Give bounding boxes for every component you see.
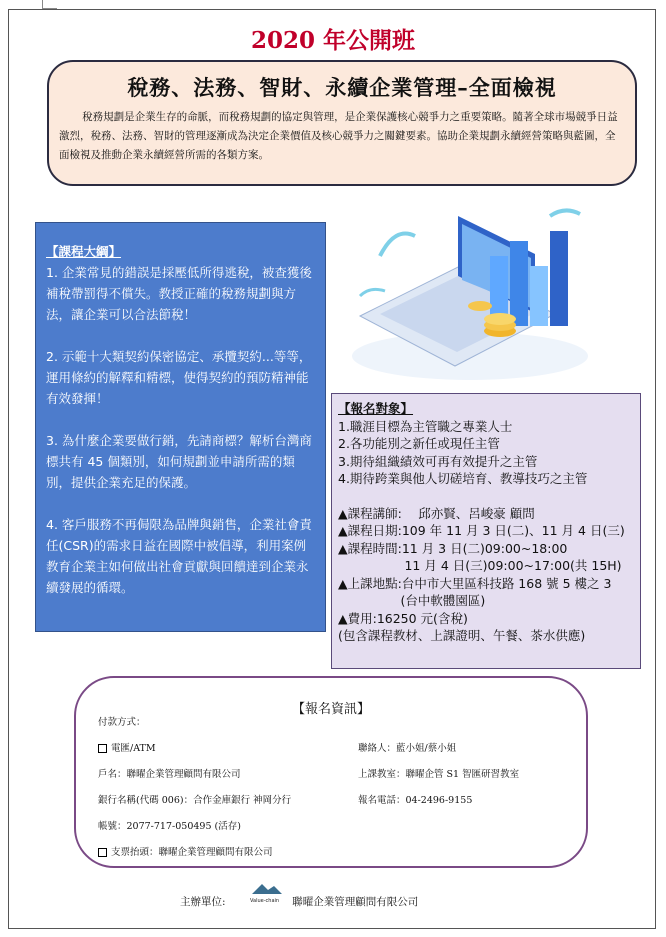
checkbox-icon (98, 744, 107, 753)
course-location: ▲上課地點:台中市大里區科技路 168 號 5 樓之 3 (338, 575, 612, 591)
intro-headline: 稅務、法務、智財、永續企業管理–全面檢視 (127, 75, 557, 100)
check-option (98, 844, 273, 858)
target-item: 3.期待組織績效可再有效提升之主管 (338, 453, 538, 469)
registration-title: 【報名資訊】 (291, 702, 370, 717)
classroom: 上課教室：聯曜企管 S1 智匯研習教室 (358, 769, 520, 780)
organizer-label: 主辦單位: (180, 896, 226, 908)
target-item: 2.各功能別之新任或現任主管 (338, 436, 500, 451)
outline-item: 4. 客戶服務不再侷限為品牌與銷售，企業社會責任(CSR)的需求日益在國際中被倡導，利用案例教育企業主如何做出社會貢獻與回饋達到企業永續發展的循環。 (46, 517, 312, 595)
enrollment-target-box (331, 393, 641, 669)
check-label: 支票抬頭：聯曜企業管理顧問有限公司 (111, 847, 273, 858)
course-fee: ▲費用:16250 元(含稅) (338, 610, 468, 626)
bank-name: 銀行名稱(代碼 006)：合作金庫銀行 神岡分行 (98, 795, 292, 806)
phone: 報名電話：04-2496-9155 (358, 795, 473, 806)
atm-option (98, 740, 156, 754)
course-outline-box (35, 222, 326, 632)
corner-crop-mark (42, 0, 57, 9)
account-number: 帳號：2077-717-050495 (活存) (98, 821, 241, 832)
course-time: ▲課程時間:11 月 3 日(二)09:00~18:00 (338, 540, 568, 556)
page-title: 2020 年公開班 (250, 27, 416, 54)
logo-text: Value-chain (250, 898, 280, 904)
course-date: ▲課程日期:109 年 11 月 3 日(二)、11 月 4 日(三) (338, 523, 625, 538)
account-name: 戶名：聯曜企業管理顧問有限公司 (98, 769, 241, 780)
outline-heading: 【課程大綱】 (46, 244, 122, 259)
outline-item: 1. 企業常見的錯誤是採壓低所得逃稅，被查獲後補稅帶罰得不償失。教授正確的稅務規劃與方法，讓企業可以合法節稅！ (46, 265, 312, 322)
payment-label: 付款方式： (98, 717, 146, 728)
outline-item: 2. 示範十大類契約保密協定、承攬契約...等等，運用條約的解釋和精標，使得契約的預防精神能有效發揮！ (46, 349, 312, 406)
outline-item: 3. 為什麼企業要做行銷，先請商標？解析台灣商標共有 45 個類別，如何規劃並申請所需的類別，提供企業充足的保護。 (46, 433, 312, 490)
target-heading: 【報名對象】 (338, 401, 414, 416)
organizer-footer (180, 894, 418, 909)
course-lecturer: ▲課程講師: 邱亦賢、呂峻豪 顧問 (338, 505, 535, 521)
course-location-2: (台中軟體園區) (338, 593, 486, 608)
intro-text: 稅務規劃是企業生存的命脈，而稅務規劃的協定與管理，是企業保護核心競爭力之重要策略。隨著全球市場競爭日益激烈，稅務、法務、智財的管理逐漸成為決定企業價值及核心競爭力之關鍵要素。協助企業規劃永續經營策略與藍圖，全面檢視及推動企業永續經營所需的各類方案。 (59, 111, 618, 161)
contact-person: 聯絡人：藍小姐/蔡小姐 (358, 743, 457, 754)
target-item: 1.職涯目標為主管職之專業人士 (338, 418, 513, 434)
course-time-2: 11 月 4 日(三)09:00~17:00(共 15H) (338, 558, 622, 573)
atm-label: 電匯/ATM (111, 743, 156, 754)
intro-box (47, 60, 637, 186)
checkbox-icon (98, 848, 107, 857)
course-fee-note: (包含課程教材、上課證明、午餐、茶水供應) (338, 628, 586, 643)
registration-info-box (74, 676, 588, 868)
finance-illustration (340, 196, 595, 386)
target-item: 4.期待跨業與他人切磋培育、教導技巧之主管 (338, 471, 588, 486)
organizer-name: 聯曜企業管理顧問有限公司 (292, 896, 419, 908)
